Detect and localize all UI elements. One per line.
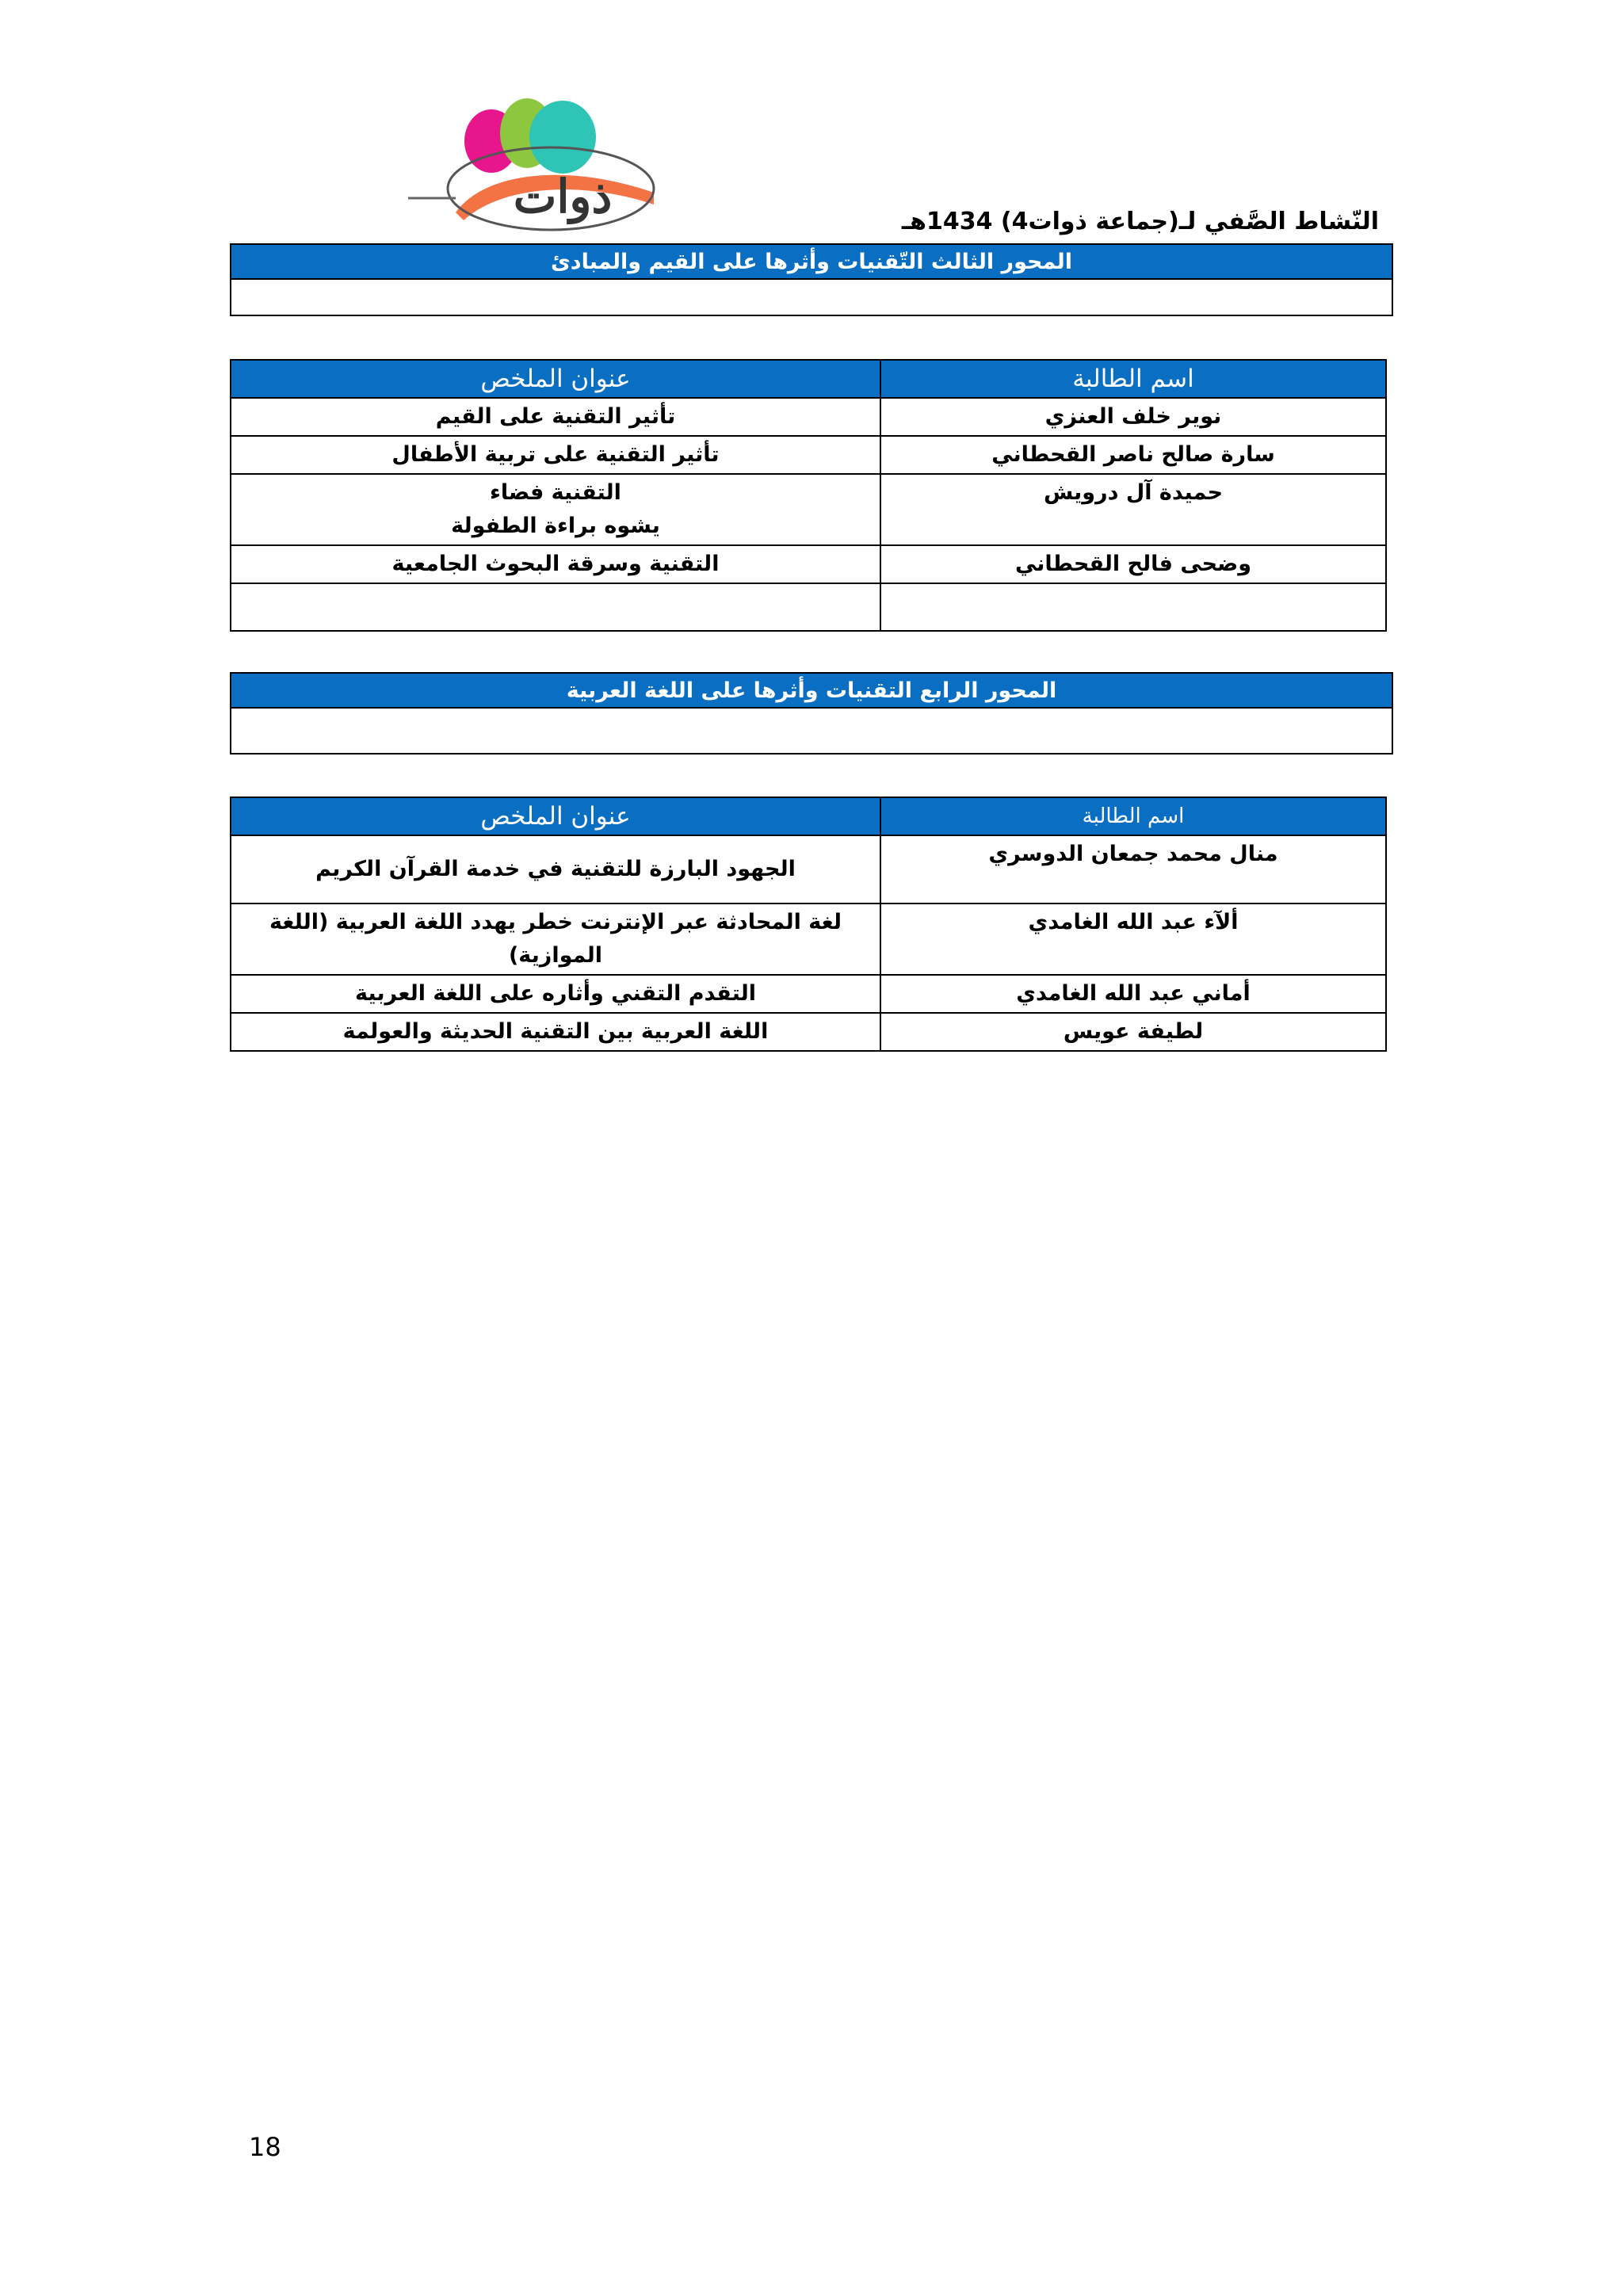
table-row	[231, 474, 1386, 545]
student-name: ألآء عبد الله الغامدي	[880, 904, 1386, 975]
dhawat-logo	[400, 94, 662, 236]
axis4-header-name: اسم الطالبة	[880, 797, 1386, 835]
axis3-title: المحور الثالث التّقنيات وأثرها على القيم والمبادئ	[231, 244, 1392, 279]
summary-title: اللغة العربية بين التقنية الحديثة والعولمة	[231, 1013, 880, 1051]
table-row	[231, 904, 1386, 975]
axis4-title-table	[230, 672, 1393, 755]
page-heading: النّشاط الصَّفي لـ(جماعة ذوات4) 1434هـ	[901, 208, 1379, 235]
axis4-title: المحور الرابع التقنيات وأثرها على اللغة العربية	[231, 673, 1392, 708]
summary-title: تأثير التقنية على تربية الأطفال	[231, 436, 880, 474]
student-name: حميدة آل درويش	[880, 474, 1386, 545]
summary-title: التقدم التقني وأثاره على اللغة العربية	[231, 975, 880, 1013]
axis3-empty-row	[231, 279, 1392, 315]
student-name: سارة صالح ناصر القحطاني	[880, 436, 1386, 474]
axis3-title-table	[230, 243, 1393, 316]
summary-line: يشوه براءة الطفولة	[451, 514, 660, 538]
summary-title: تأثير التقنية على القيم	[231, 398, 880, 436]
table-row	[231, 545, 1386, 583]
student-name: نوير خلف العنزي	[880, 398, 1386, 436]
axis3-header-summary: عنوان الملخص	[231, 360, 880, 398]
page-number: 18	[249, 2132, 281, 2162]
empty-cell	[880, 583, 1386, 631]
student-name: منال محمد جمعان الدوسري	[880, 835, 1386, 904]
summary-line: التقنية فضاء	[490, 480, 621, 505]
student-name: أماني عبد الله الغامدي	[880, 975, 1386, 1013]
axis4-table	[230, 797, 1387, 1052]
empty-cell	[231, 583, 880, 631]
table-row	[231, 436, 1386, 474]
student-name: وضحى فالح القحطاني	[880, 545, 1386, 583]
table-row	[231, 835, 1386, 904]
student-name: لطيفة عويس	[880, 1013, 1386, 1051]
logo-text: ذوات	[513, 170, 613, 223]
table-row	[231, 975, 1386, 1013]
summary-title	[231, 474, 880, 545]
summary-title: التقنية وسرقة البحوث الجامعية	[231, 545, 880, 583]
summary-title: لغة المحادثة عبر الإنترنت خطر يهدد اللغة العربية (اللغة الموازية)	[231, 904, 880, 975]
axis3-header-name: اسم الطالبة	[880, 360, 1386, 398]
table-row	[231, 1013, 1386, 1051]
axis4-header-summary: عنوان الملخص	[231, 797, 880, 835]
axis4-empty-row	[231, 708, 1392, 754]
table-row	[231, 398, 1386, 436]
table-row-empty	[231, 583, 1386, 631]
axis3-table	[230, 359, 1387, 632]
summary-title: الجهود البارزة للتقنية في خدمة القرآن الكريم	[231, 835, 880, 904]
